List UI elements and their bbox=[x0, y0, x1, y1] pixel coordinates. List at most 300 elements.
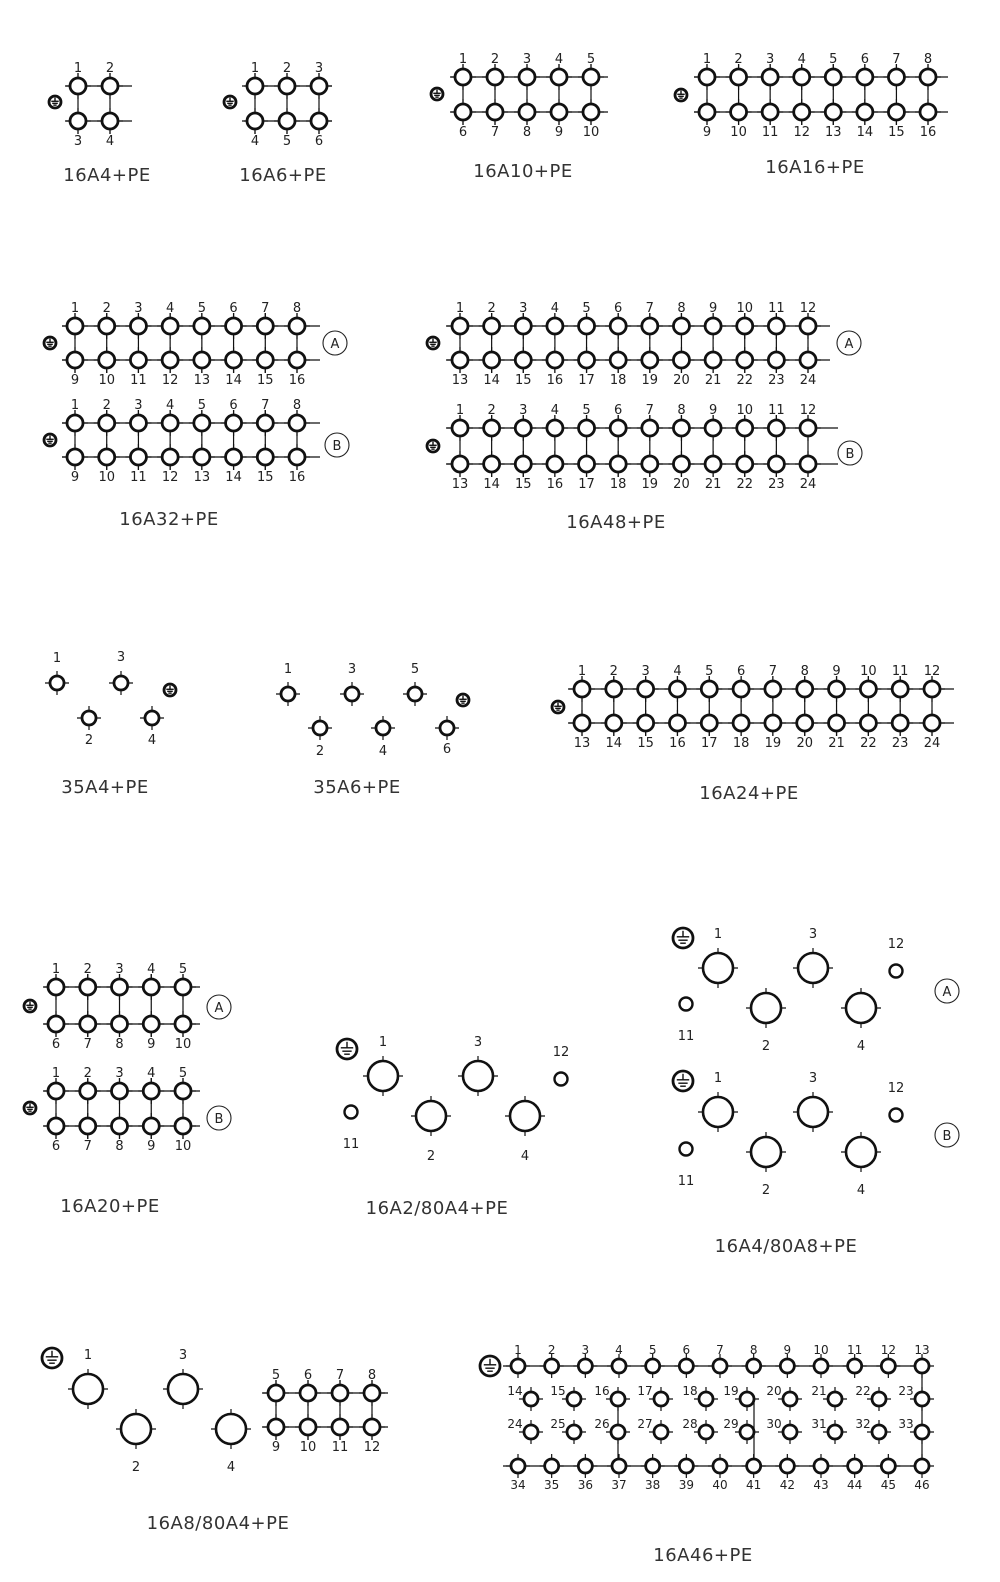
pin-contact bbox=[705, 352, 721, 368]
pin-contact bbox=[673, 420, 689, 436]
pin-contact bbox=[510, 1101, 540, 1131]
pin-number-bottom: 24 bbox=[799, 373, 817, 388]
pin-contact bbox=[574, 681, 590, 697]
ground-symbol bbox=[337, 1039, 357, 1059]
pin-contact bbox=[800, 420, 816, 436]
pin-number-bottom: 21 bbox=[704, 477, 722, 492]
pin-number-top: 5 bbox=[582, 301, 591, 316]
pin-number-bottom: 10 bbox=[582, 125, 600, 140]
block-16a20 bbox=[24, 962, 231, 1154]
pin-number-top: 8 bbox=[800, 664, 809, 679]
pin-number-row3: 25 bbox=[550, 1417, 566, 1431]
pin-contact bbox=[80, 979, 96, 995]
group-badge-label: A bbox=[330, 337, 340, 352]
pin-number-top: 1 bbox=[250, 61, 260, 76]
pin-number-bottom: 7 bbox=[83, 1139, 92, 1154]
pin-number-top: 9 bbox=[832, 664, 841, 679]
pin-number-bottom: 13 bbox=[193, 373, 211, 388]
pin-contact bbox=[487, 104, 503, 120]
ground-symbol bbox=[49, 96, 61, 108]
pin-contact bbox=[857, 69, 873, 85]
ground-symbol bbox=[42, 1348, 62, 1368]
pin-contact bbox=[257, 352, 273, 368]
pin-contact bbox=[121, 1414, 151, 1444]
ground-symbol bbox=[673, 928, 693, 948]
pin-contact bbox=[226, 352, 242, 368]
pin-contact bbox=[80, 1083, 96, 1099]
pin-number-top: 11 bbox=[768, 403, 785, 418]
pin-contact bbox=[579, 456, 595, 472]
pin-number-bottom: 7 bbox=[83, 1037, 92, 1052]
pin-number-bottom: 11 bbox=[761, 125, 779, 140]
pin-number-row2: 23 bbox=[898, 1384, 914, 1398]
pin-number-bottom: 16 bbox=[546, 477, 564, 492]
ground-symbol bbox=[24, 1102, 36, 1114]
pin-contact bbox=[519, 69, 535, 85]
pin-contact bbox=[545, 1359, 559, 1373]
pin-number-bottom: 10 bbox=[174, 1037, 192, 1052]
pin-number-top: 5 bbox=[271, 1368, 281, 1383]
pin-number-row4: 40 bbox=[712, 1478, 728, 1492]
block-16a48 bbox=[427, 301, 862, 492]
pin-number-row2: 15 bbox=[550, 1384, 566, 1398]
pin-contact bbox=[860, 715, 876, 731]
ground-symbol bbox=[673, 1071, 693, 1091]
ground-symbol bbox=[44, 337, 56, 349]
pin-number-bottom: 11 bbox=[130, 470, 147, 485]
pin-number-top: 12 bbox=[799, 301, 817, 316]
pin-number: 2 bbox=[315, 744, 325, 759]
pin-number-top: 1 bbox=[458, 52, 468, 67]
pin-number-top: 8 bbox=[677, 301, 686, 316]
pin-contact bbox=[194, 449, 210, 465]
pin-contact bbox=[611, 1392, 625, 1406]
pin-number-bottom: 19 bbox=[641, 373, 659, 388]
pin-number-top: 2 bbox=[734, 52, 743, 67]
pin-contact bbox=[679, 1359, 693, 1373]
pin-number-bottom: 12 bbox=[363, 1440, 381, 1455]
pin-number-bottom: 16 bbox=[288, 373, 306, 388]
pin-number-top: 1 bbox=[51, 1066, 61, 1081]
pin-number-bottom: 6 bbox=[314, 134, 324, 149]
pin-number-row4: 42 bbox=[779, 1478, 795, 1492]
pin-contact bbox=[194, 415, 210, 431]
pin-contact bbox=[920, 69, 936, 85]
pin-number-top: 8 bbox=[677, 403, 686, 418]
power-pin-number: 4 bbox=[856, 1183, 866, 1198]
pin-number-top: 12 bbox=[923, 664, 941, 679]
pin-contact bbox=[416, 1101, 446, 1131]
pin-number-row3: 24 bbox=[507, 1417, 523, 1431]
block-16a32 bbox=[44, 301, 349, 485]
pin-contact bbox=[547, 420, 563, 436]
pin-contact bbox=[162, 318, 178, 334]
pin-number-bottom: 13 bbox=[193, 470, 211, 485]
pin-number-bottom: 17 bbox=[578, 477, 595, 492]
pin-number-top: 7 bbox=[892, 52, 901, 67]
pin-number-row2: 18 bbox=[682, 1384, 698, 1398]
pin-contact bbox=[814, 1459, 828, 1473]
pin-contact bbox=[279, 113, 295, 129]
pin-contact bbox=[669, 681, 685, 697]
pin-number-bottom: 10 bbox=[730, 125, 747, 140]
group-badge-label: A bbox=[844, 337, 854, 352]
pin-contact bbox=[583, 104, 599, 120]
power-pin-number: 1 bbox=[83, 1348, 93, 1363]
aux-pin-number: 11 bbox=[342, 1137, 360, 1152]
pin-contact bbox=[915, 1359, 929, 1373]
pin-contact bbox=[579, 318, 595, 334]
block-16a16 bbox=[675, 52, 948, 140]
group-badge-label: A bbox=[942, 985, 952, 1000]
pin-contact bbox=[73, 1374, 103, 1404]
pin-contact bbox=[915, 1459, 929, 1473]
pin-contact bbox=[112, 1083, 128, 1099]
pin-number-row2: 16 bbox=[594, 1384, 610, 1398]
pin-contact bbox=[638, 715, 654, 731]
pin-contact bbox=[67, 449, 83, 465]
pin-contact bbox=[80, 1016, 96, 1032]
pin-number-bottom: 13 bbox=[451, 373, 469, 388]
pin-contact bbox=[701, 681, 717, 697]
pin-number: 3 bbox=[347, 662, 357, 677]
pin-contact bbox=[247, 113, 263, 129]
pin-contact bbox=[848, 1359, 862, 1373]
pin-number-row1: 6 bbox=[682, 1343, 691, 1357]
pin-number-top: 6 bbox=[229, 398, 238, 413]
pin-number: 6 bbox=[442, 742, 452, 757]
caption-16a46: 16A46+PE bbox=[653, 1545, 753, 1566]
pin-number-top: 5 bbox=[197, 398, 206, 413]
pin-contact bbox=[699, 104, 715, 120]
pin-number-bottom: 14 bbox=[483, 477, 500, 492]
pin-contact bbox=[452, 318, 468, 334]
pin-number-bottom: 9 bbox=[271, 1440, 281, 1455]
pin-contact bbox=[872, 1392, 886, 1406]
pin-number-row4: 39 bbox=[678, 1478, 694, 1492]
pin-contact bbox=[606, 681, 622, 697]
pin-contact bbox=[452, 420, 468, 436]
pin-number-bottom: 20 bbox=[673, 373, 690, 388]
power-pin-number: 1 bbox=[378, 1035, 388, 1050]
pin-contact bbox=[67, 318, 83, 334]
pin-number-bottom: 23 bbox=[891, 736, 909, 751]
pin-number-row2: 21 bbox=[811, 1384, 827, 1398]
pin-number-bottom: 14 bbox=[605, 736, 623, 751]
ground-symbol bbox=[164, 684, 176, 696]
pin-number-top: 3 bbox=[134, 301, 143, 316]
pin-contact bbox=[289, 415, 305, 431]
pin-contact bbox=[611, 1425, 625, 1439]
pin-number-top: 1 bbox=[577, 664, 587, 679]
pin-contact bbox=[768, 352, 784, 368]
pin-contact bbox=[797, 681, 813, 697]
pin-contact bbox=[48, 979, 64, 995]
pin-number-top: 4 bbox=[166, 398, 175, 413]
pin-contact bbox=[487, 69, 503, 85]
pin-number-top: 3 bbox=[134, 398, 143, 413]
pin-contact bbox=[583, 69, 599, 85]
pin-contact bbox=[143, 1083, 159, 1099]
pin-number-bottom: 16 bbox=[546, 373, 564, 388]
pin-number-top: 6 bbox=[736, 664, 746, 679]
block-35a4 bbox=[45, 650, 176, 748]
pin-number-bottom: 12 bbox=[161, 470, 179, 485]
pin-contact bbox=[515, 352, 531, 368]
pin-number-bottom: 6 bbox=[51, 1037, 61, 1052]
pin-number-bottom: 9 bbox=[147, 1139, 156, 1154]
pin-number-bottom: 15 bbox=[514, 373, 532, 388]
pin-contact bbox=[99, 449, 115, 465]
pin-contact bbox=[829, 715, 845, 731]
pin-number-bottom: 4 bbox=[105, 134, 115, 149]
aux-pin-number: 12 bbox=[887, 937, 905, 952]
pin-number-row1: 11 bbox=[847, 1343, 863, 1357]
pin-number-bottom: 10 bbox=[299, 1440, 317, 1455]
pin-contact bbox=[731, 69, 747, 85]
caption-16a2-80a4: 16A2/80A4+PE bbox=[365, 1198, 509, 1219]
block-16a4 bbox=[49, 61, 132, 149]
block-16a8-80a4 bbox=[42, 1348, 388, 1475]
aux-pin-number: 11 bbox=[677, 1174, 695, 1189]
pin-contact bbox=[112, 1016, 128, 1032]
pin-contact bbox=[703, 1097, 733, 1127]
pin-contact bbox=[175, 1016, 191, 1032]
pin-contact bbox=[713, 1359, 727, 1373]
pin-number-bottom: 20 bbox=[673, 477, 690, 492]
pin-number-top: 1 bbox=[70, 301, 80, 316]
pin-number-top: 2 bbox=[487, 301, 496, 316]
pin-number-bottom: 10 bbox=[98, 470, 115, 485]
pin-contact bbox=[130, 449, 146, 465]
pin-contact bbox=[547, 456, 563, 472]
pin-contact bbox=[646, 1359, 660, 1373]
pin-contact bbox=[654, 1425, 668, 1439]
pin-contact bbox=[846, 1137, 876, 1167]
power-pin-number: 4 bbox=[520, 1149, 530, 1164]
pin-number-row4: 34 bbox=[510, 1478, 526, 1492]
pin-contact bbox=[828, 1425, 842, 1439]
pin-contact bbox=[99, 318, 115, 334]
pin-contact bbox=[162, 352, 178, 368]
pin-contact bbox=[143, 979, 159, 995]
pin-number-top: 5 bbox=[197, 301, 206, 316]
pin-contact bbox=[279, 78, 295, 94]
power-pin-number: 3 bbox=[178, 1348, 188, 1363]
pin-number: 2 bbox=[84, 733, 94, 748]
pin-contact bbox=[257, 449, 273, 465]
pin-number-bottom: 5 bbox=[282, 134, 292, 149]
pin-contact bbox=[828, 1392, 842, 1406]
pin-number-bottom: 6 bbox=[458, 125, 468, 140]
pin-number-top: 4 bbox=[673, 664, 682, 679]
pin-contact bbox=[143, 1016, 159, 1032]
pin-number-top: 2 bbox=[609, 664, 618, 679]
pin-number-top: 10 bbox=[736, 403, 754, 418]
pin-number-top: 2 bbox=[102, 398, 111, 413]
caption-16a8-80a4: 16A8/80A4+PE bbox=[146, 1513, 290, 1534]
pin-contact bbox=[99, 415, 115, 431]
pin-contact bbox=[679, 1459, 693, 1473]
pin-contact bbox=[578, 1359, 592, 1373]
block-16a4-80a8 bbox=[673, 927, 959, 1198]
pin-number: 4 bbox=[378, 744, 388, 759]
pin-number-top: 3 bbox=[314, 61, 324, 76]
pin-number-top: 3 bbox=[115, 962, 124, 977]
pin-number-top: 1 bbox=[73, 61, 83, 76]
pin-number-top: 12 bbox=[799, 403, 817, 418]
pin-number-top: 6 bbox=[229, 301, 238, 316]
pin-contact bbox=[829, 681, 845, 697]
block-16a10 bbox=[431, 52, 608, 140]
pin-contact bbox=[737, 456, 753, 472]
pin-number-bottom: 13 bbox=[451, 477, 469, 492]
pin-number-bottom: 9 bbox=[702, 125, 712, 140]
pin-contact bbox=[547, 352, 563, 368]
caption-16a20: 16A20+PE bbox=[60, 1196, 160, 1217]
pin-number: 4 bbox=[147, 733, 157, 748]
pin-number-top: 4 bbox=[550, 301, 560, 316]
pin-number-row3: 26 bbox=[594, 1417, 610, 1431]
pin-contact bbox=[130, 318, 146, 334]
pin-number-bottom: 17 bbox=[700, 736, 718, 751]
pin-contact bbox=[511, 1459, 525, 1473]
pin-contact bbox=[699, 69, 715, 85]
pin-number-top: 5 bbox=[178, 1066, 188, 1081]
pin-contact bbox=[892, 715, 908, 731]
pin-number-bottom: 14 bbox=[225, 470, 242, 485]
pin-contact bbox=[511, 1359, 525, 1373]
pin-number-top: 8 bbox=[923, 52, 933, 67]
pin-contact bbox=[300, 1419, 316, 1435]
pin-contact bbox=[783, 1425, 797, 1439]
power-pin-number: 2 bbox=[761, 1039, 771, 1054]
pin-number-top: 11 bbox=[891, 664, 909, 679]
caption-16a4: 16A4+PE bbox=[63, 165, 151, 186]
pin-contact bbox=[673, 352, 689, 368]
pin-number-row2: 17 bbox=[637, 1384, 653, 1398]
pin-number-bottom: 11 bbox=[130, 373, 147, 388]
pin-contact bbox=[289, 352, 305, 368]
pin-contact bbox=[143, 1118, 159, 1134]
pin-contact bbox=[888, 104, 904, 120]
pin-number-row1: 1 bbox=[514, 1343, 522, 1357]
pin-number-top: 5 bbox=[829, 52, 838, 67]
aux-pin-number: 12 bbox=[887, 1081, 905, 1096]
power-pin-number: 2 bbox=[426, 1149, 436, 1164]
pin-number-row2: 14 bbox=[507, 1384, 523, 1398]
block-16a46 bbox=[480, 1343, 934, 1492]
pin-contact bbox=[699, 1392, 713, 1406]
pin-number-top: 7 bbox=[645, 301, 654, 316]
pin-number: 1 bbox=[52, 651, 62, 666]
pin-number-top: 4 bbox=[147, 962, 156, 977]
pin-contact bbox=[551, 104, 567, 120]
pin-contact bbox=[669, 715, 685, 731]
pin-contact bbox=[924, 681, 940, 697]
pin-contact bbox=[751, 1137, 781, 1167]
pin-contact bbox=[579, 352, 595, 368]
pin-contact bbox=[175, 1083, 191, 1099]
pin-number-bottom: 21 bbox=[704, 373, 722, 388]
pin-contact bbox=[814, 1359, 828, 1373]
pin-number-row1: 8 bbox=[749, 1343, 758, 1357]
pin-number-row3: 33 bbox=[898, 1417, 914, 1431]
pin-number-top: 7 bbox=[261, 398, 270, 413]
pin-contact bbox=[484, 420, 500, 436]
pin-number-top: 2 bbox=[83, 962, 92, 977]
pin-contact bbox=[574, 715, 590, 731]
pin-contact bbox=[857, 104, 873, 120]
pin-number-bottom: 8 bbox=[522, 125, 532, 140]
pin-number-top: 5 bbox=[586, 52, 596, 67]
pin-number-row4: 35 bbox=[544, 1478, 560, 1492]
pin-contact bbox=[440, 721, 454, 735]
pin-contact bbox=[567, 1425, 581, 1439]
pin-contact bbox=[257, 415, 273, 431]
pin-contact bbox=[642, 318, 658, 334]
pin-contact bbox=[345, 687, 359, 701]
pin-contact bbox=[311, 78, 327, 94]
ground-symbol bbox=[224, 96, 236, 108]
pin-number-top: 11 bbox=[768, 301, 785, 316]
aux-pin-contact bbox=[345, 1106, 358, 1119]
group-badge-label: B bbox=[332, 439, 342, 454]
pin-contact bbox=[524, 1392, 538, 1406]
pin-contact bbox=[915, 1425, 929, 1439]
pin-contact bbox=[825, 104, 841, 120]
pin-number-bottom: 7 bbox=[490, 125, 500, 140]
pin-number-bottom: 8 bbox=[115, 1139, 124, 1154]
pin-number-bottom: 9 bbox=[147, 1037, 156, 1052]
pin-number-top: 4 bbox=[166, 301, 175, 316]
pin-number: 3 bbox=[116, 650, 126, 665]
pin-contact bbox=[610, 420, 626, 436]
pin-number-bottom: 9 bbox=[554, 125, 564, 140]
pin-contact bbox=[300, 1385, 316, 1401]
pin-number-top: 7 bbox=[645, 403, 654, 418]
pin-contact bbox=[48, 1118, 64, 1134]
pin-contact bbox=[747, 1359, 761, 1373]
pin-contact bbox=[524, 1425, 538, 1439]
pin-contact bbox=[705, 420, 721, 436]
pin-contact bbox=[612, 1359, 626, 1373]
pin-contact bbox=[780, 1359, 794, 1373]
pin-number-bottom: 15 bbox=[257, 470, 274, 485]
pin-contact bbox=[175, 979, 191, 995]
pin-contact bbox=[800, 456, 816, 472]
pin-contact bbox=[567, 1392, 581, 1406]
pin-number-top: 9 bbox=[708, 403, 718, 418]
pin-contact bbox=[484, 318, 500, 334]
pin-contact bbox=[226, 415, 242, 431]
pin-number-row3: 30 bbox=[766, 1417, 782, 1431]
pin-contact bbox=[48, 1083, 64, 1099]
pin-contact bbox=[226, 318, 242, 334]
pin-number-row3: 32 bbox=[855, 1417, 871, 1431]
pin-number-row1: 10 bbox=[813, 1343, 829, 1357]
pin-number-bottom: 10 bbox=[98, 373, 115, 388]
pin-number-bottom: 18 bbox=[609, 373, 627, 388]
pin-number-top: 6 bbox=[303, 1368, 313, 1383]
pin-number-top: 2 bbox=[487, 403, 496, 418]
pin-contact bbox=[216, 1414, 246, 1444]
pin-contact bbox=[800, 318, 816, 334]
pin-number-bottom: 14 bbox=[483, 373, 500, 388]
pin-contact bbox=[332, 1419, 348, 1435]
pin-contact bbox=[751, 993, 781, 1023]
power-pin-number: 4 bbox=[856, 1039, 866, 1054]
